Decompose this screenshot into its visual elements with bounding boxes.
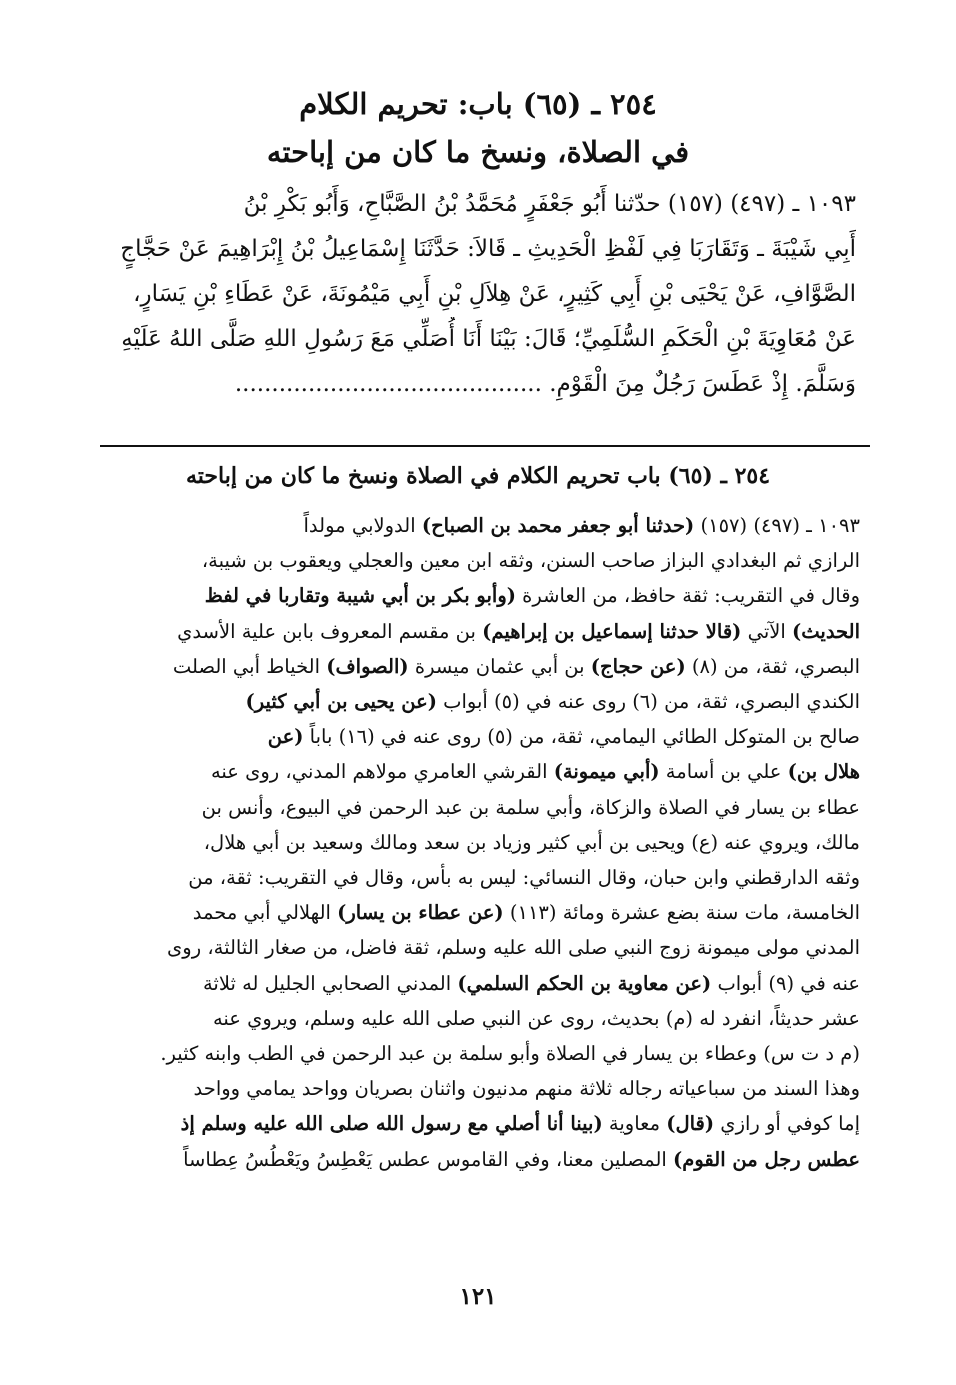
hadith-last-line — [100, 362, 856, 407]
commentary-line — [100, 719, 860, 754]
bold-quote-segment: (عن معاوية بن الحكم السلمي) — [457, 971, 712, 995]
commentary-line — [100, 543, 860, 578]
commentary-line — [100, 578, 860, 613]
bold-quote-segment: (عن يحيى بن أبي كثير) — [245, 690, 437, 714]
text-segment: المدني الصحابي الجليل له ثلاثة — [202, 971, 458, 995]
commentary-line — [100, 790, 860, 825]
text-segment: الخامسة، مات سنة بضع عشرة ومائة (١١٣) — [503, 901, 860, 925]
hadith-line: الصَّوَّافِ، عَنْ يَحْيَى بْنِ أَبِي كَثِيرٍ، عَنْ هِلاَلِ بْنِ أَبِي مَيْمُونَةَ، عَنْ عَطَاءِ بْنِ يَسَارٍ، — [133, 281, 856, 307]
commentary-line — [100, 930, 860, 965]
bold-quote-segment: (الصواف) — [326, 654, 409, 678]
text-segment: الدولابي مولداً — [303, 514, 422, 537]
commentary-line — [100, 508, 860, 543]
text-segment: وهذا السند من سباعياته رجاله ثلاثة منهم مدنيون واثنان بصريان وواحد يمامي وواحد — [193, 1077, 860, 1101]
bold-quote-segment: (عن — [267, 725, 304, 749]
bold-quote-segment: (بينا أنا أصلي مع رسول الله صلى الله عليه وسلم إذ — [180, 1112, 603, 1136]
commentary-line — [100, 649, 860, 684]
text-segment: الرازي ثم البغدادي البزاز صاحب السنن، وثقه ابن معين والعجلي ويعقوب بن شيبة، — [201, 549, 860, 573]
text-segment: ١٠٩٣ ـ (٤٩٧) (١٥٧) — [694, 514, 860, 537]
text-segment: البصري، ثقة، من (٨) — [685, 654, 860, 678]
text-segment: بن أبي عثمان ميسرة — [408, 654, 591, 678]
text-segment: عطاء بن يسار في الصلاة والزكاة، وأبي سلمة بن عبد الرحمن في البيوع، وأنس بن — [201, 795, 860, 819]
bold-quote-segment: (وأبو بكر بن أبي شيبة وتقاربا في لفظ — [204, 584, 516, 608]
chapter-heading-line-1: ٢٥٤ ـ (٦٥) باب: تحريم الكلام — [299, 87, 657, 121]
text-segment: القرشي العامري مولاهم المدني، روى عنه — [210, 760, 554, 784]
commentary-line — [100, 966, 860, 1001]
bold-quote-segment: (عن عطاء بن يسار) — [337, 901, 504, 925]
text-segment: صالح بن المتوكل الطائي اليمامي، ثقة، من (٥) روى عنه في (١٦) باباً — [303, 725, 860, 749]
text-segment: معاوية — [602, 1112, 667, 1136]
bold-quote-segment: (قالا حدثنا إسماعيل بن إبراهيم) — [482, 619, 742, 643]
text-segment: إما كوفي أو رازي — [714, 1112, 860, 1136]
text-segment: الكندي البصري، ثقة، من (٦) روى عنه في (٥) أبواب — [436, 690, 860, 714]
bold-quote-segment: هلال بن) — [787, 760, 860, 784]
text-segment: وقال في التقريب: ثقة حافظ، من العاشرة — [515, 584, 860, 608]
text-segment: مالك، ويروي عنه (ع) ويحيى بن أبي كثير وزياد بن سعد ومالك وسعيد بن أبي هلال، — [203, 830, 860, 854]
commentary-heading: ٢٥٤ ـ (٦٥) باب تحريم الكلام في الصلاة ونسخ ما كان من إباحته — [185, 463, 771, 489]
text-segment: المدني مولى ميمونة زوج النبي صلى الله عليه وسلم، ثقة فاضل، من صغار الثالثة، روى — [167, 936, 860, 960]
text-segment: الهلالي أبي محمد — [192, 901, 338, 925]
text-segment: (م د ت س) وعطاء بن يسار في الصلاة وأبو سلمة بن عبد الرحمن في الطب وابنه كثير. — [160, 1042, 860, 1066]
hadith-text — [100, 182, 856, 407]
bold-quote-segment: (أبي ميمونة) — [553, 760, 660, 784]
text-segment: بن مقسم المعروف بابن علية الأسدي — [177, 619, 483, 643]
commentary-line — [100, 1071, 860, 1106]
commentary-line — [100, 895, 860, 930]
hadith-line: ١٠٩٣ ـ (٤٩٧) (١٥٧) حدّثنا أَبُو جَعْفَرٍ مُحَمَّدُ بْنُ الصَّبَّاحِ، وَأَبُو بَكْرِ بْنُ — [243, 191, 856, 217]
hadith-line: عَنْ مُعَاوِيَةَ بْنِ الْحَكَمِ السُّلَمِيِّ؛ قَالَ: بَيْنَا أَنَا أُصَلِّي مَعَ رَسُولِ اللهِ صَلَّى اللهُ عَلَيْهِ — [121, 326, 856, 352]
footnote-divider — [100, 445, 870, 447]
commentary-line — [100, 825, 860, 860]
text-segment: الآتي — [741, 619, 793, 643]
bold-quote-segment: (عن حجاج) — [590, 654, 686, 678]
text-segment: المصلين معنا، وفي القاموس عطس يَعْطِسُ ويَعْطُسُ عِطاساً — [183, 1147, 674, 1171]
commentary-line — [100, 1106, 860, 1141]
commentary-line — [100, 1142, 860, 1177]
chapter-heading — [100, 80, 856, 176]
chapter-heading-line-2: في الصلاة، ونسخ ما كان من إباحته — [266, 135, 690, 169]
bold-quote-segment: (حدثنا أبو جعفر محمد بن الصباح) — [421, 514, 695, 537]
bold-quote-segment: الحديث) — [792, 619, 860, 643]
hadith-line: أَبِي شَيْبَةَ ـ وَتَقَارَبَا فِي لَفْظِ الْحَدِيثِ ـ قَالاَ: حَدَّثَنَا إِسْمَاعِيلُ بْنُ إِبْرَاهِيمَ عَنْ حَجَّاجٍ — [120, 236, 856, 262]
commentary-line — [100, 1001, 860, 1036]
page-number: ١٢١ — [459, 1283, 497, 1310]
commentary-text — [100, 508, 860, 1177]
commentary-line — [100, 614, 860, 649]
commentary-line — [100, 684, 860, 719]
text-segment: الخياط أبي الصلت — [172, 654, 327, 678]
commentary-line — [100, 860, 860, 895]
text-segment: عشر حديثاً، انفرد له (م) بحديث، روى عن النبي صلى الله عليه وسلم، ويروي عنه — [212, 1006, 860, 1030]
hadith-line-text: وَسَلَّمَ. إِذْ عَطَسَ رَجُلٌ مِنَ الْقَوْمِ. — [549, 371, 856, 397]
text-segment: عنه في (٩) أبواب — [711, 971, 860, 995]
bold-quote-segment: (قال) — [666, 1112, 715, 1136]
text-segment: علي بن أسامة — [659, 760, 788, 784]
commentary-line — [100, 1036, 860, 1071]
bold-quote-segment: عطس رجل من القوم) — [673, 1147, 860, 1171]
ellipsis-dots: .......................................... — [234, 371, 542, 397]
text-segment: وثقه الدارقطني وابن حبان، وقال النسائي: ليس به بأس، وقال في التقريب: ثقة، من — [188, 866, 860, 890]
commentary-line — [100, 754, 860, 789]
